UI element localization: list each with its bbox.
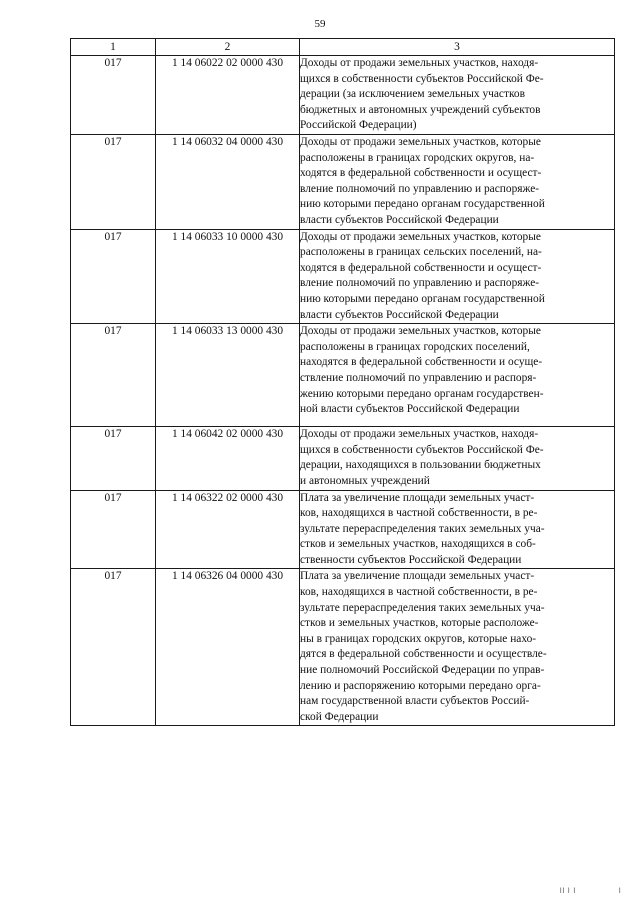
revenue-codes-table [70, 38, 615, 726]
revenue-description-cell [300, 569, 615, 726]
description-line: расположены в границах городских округов, на- [300, 151, 535, 164]
description-line: щихся в собственности субъектов Российской Фе- [300, 72, 544, 85]
admin-code-cell: 017 [71, 229, 156, 324]
description-line: нию которыми передано органам государственной [300, 198, 545, 211]
description-line: ходятся в федеральной собственности и осущест- [300, 261, 542, 274]
description-line: Плата за увеличение площади земельных участ- [300, 491, 535, 504]
description-line: ны в границах городских округов, которые нахо- [300, 632, 537, 645]
admin-code-cell: 017 [71, 569, 156, 726]
description-line: нам государственной власти субъектов Россий- [300, 695, 530, 708]
admin-code-cell: 017 [71, 56, 156, 135]
description-line: Доходы от продажи земельных участков, находя- [300, 57, 539, 69]
description-line: стков и земельных участков, которые расположе- [300, 617, 539, 630]
description-line: власти субъектов Российской Федерации [300, 213, 499, 226]
description-line: Доходы от продажи земельных участков, которые [300, 136, 541, 148]
table-row [71, 56, 615, 135]
table-header-row [71, 39, 615, 56]
description-line: и автономных учреждений [300, 474, 430, 487]
description-line: Плата за увеличение площади земельных участ- [300, 570, 535, 583]
admin-code-cell: 017 [71, 427, 156, 490]
description-line: вление полномочий по управлению и распоряже- [300, 277, 540, 290]
description-line: лению и распоряжению которыми передано орга- [300, 679, 541, 692]
description-line: расположены в границах сельских поселений, на- [300, 246, 542, 259]
column-header-2: 2 [156, 39, 300, 56]
table-row [71, 135, 615, 230]
column-header-1: 1 [71, 39, 156, 56]
admin-code-cell: 017 [71, 324, 156, 427]
budget-classification-code-cell: 1 14 06042 02 0000 430 [156, 427, 300, 490]
revenue-description-cell [300, 427, 615, 490]
admin-code-cell: 017 [71, 135, 156, 230]
description-line: ной власти субъектов Российской Федерации [300, 403, 520, 416]
column-header-3: 3 [300, 39, 615, 56]
footer-mark-right: l [619, 888, 621, 895]
table-row [71, 229, 615, 324]
table-row [71, 569, 615, 726]
revenue-description-cell [300, 229, 615, 324]
description-line: Российской Федерации) [300, 119, 417, 132]
description-line: ходятся в федеральной собственности и осущест- [300, 167, 542, 180]
admin-code-cell: 017 [71, 490, 156, 569]
description-line: ков, находящихся в частной собственности, в ре- [300, 586, 538, 599]
description-line: бюджетных и автономных учреждений субъектов [300, 103, 541, 116]
description-line: власти субъектов Российской Федерации [300, 308, 499, 321]
revenue-description-cell [300, 135, 615, 230]
revenue-description-cell [300, 490, 615, 569]
description-line: нию которыми передано органам государственной [300, 292, 545, 305]
description-line: Доходы от продажи земельных участков, которые [300, 230, 541, 243]
table-row [71, 324, 615, 427]
description-line: дерации, находящихся в пользовании бюджетных [300, 459, 541, 472]
budget-classification-code-cell: 1 14 06326 04 0000 430 [156, 569, 300, 726]
budget-classification-code-cell: 1 14 06022 02 0000 430 [156, 56, 300, 135]
description-line: жению которыми передано органам государствен- [300, 387, 544, 400]
budget-classification-code-cell: 1 14 06033 10 0000 430 [156, 229, 300, 324]
table-row [71, 427, 615, 490]
description-line: зультате перераспределения таких земельных уча- [300, 522, 545, 535]
table-row [71, 490, 615, 569]
table-body [71, 56, 615, 726]
description-line: вление полномочий по управлению и распоряже- [300, 182, 540, 195]
description-line: дерации (за исключением земельных участков [300, 88, 525, 101]
revenue-description-cell [300, 324, 615, 427]
description-line: ков, находящихся в частной собственности, в ре- [300, 507, 538, 520]
description-line: ской Федерации [300, 710, 379, 723]
description-line: ствление полномочий по управлению и распоря- [300, 371, 537, 384]
budget-classification-code-cell: 1 14 06032 04 0000 430 [156, 135, 300, 230]
description-line: дятся в федеральной собственности и осуществле- [300, 648, 547, 661]
description-line: расположены в границах городских поселений, [300, 340, 530, 353]
description-line: Доходы от продажи земельных участков, которые [300, 325, 541, 338]
description-line: Доходы от продажи земельных участков, находя- [300, 428, 539, 441]
footer-mark: ll l l [560, 888, 577, 895]
description-line: ственности субъектов Российской Федерации [300, 553, 522, 566]
description-line: стков и земельных участков, находящихся в соб- [300, 538, 536, 551]
budget-classification-code-cell: 1 14 06033 13 0000 430 [156, 324, 300, 427]
description-line: щихся в собственности субъектов Российской Фе- [300, 443, 544, 456]
page-number: 59 [314, 18, 326, 30]
description-line: ние полномочий Российской Федерации по управ- [300, 664, 545, 677]
revenue-description-cell [300, 56, 615, 135]
description-line: находятся в федеральной собственности и осуще- [300, 356, 543, 369]
budget-classification-code-cell: 1 14 06322 02 0000 430 [156, 490, 300, 569]
description-line: зультате перераспределения таких земельных уча- [300, 601, 545, 614]
